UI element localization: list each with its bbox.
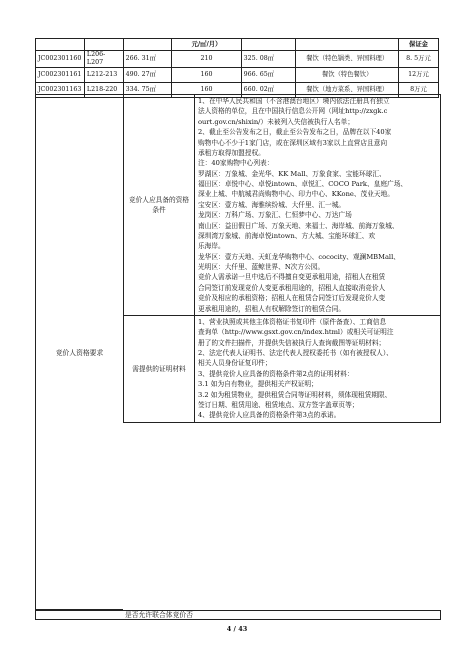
unit-code: JC002301161 [36,67,85,82]
qualification-row [124,95,441,316]
table-row [36,67,439,82]
text-line: 注：40家购物中心列表： [198,159,274,168]
text-line: 2、截止至公告发布之日，截止至公告发布之日，品牌在以下40家 [198,128,392,137]
text-line: 签订日期、租赁用途、租赁地点、双方签字盖章页等； [198,400,359,409]
unit-price: 160 [172,67,241,82]
unit-use: 餐饮（地方菜系、异国料理） [296,82,399,97]
text-line: 更承租用途的，招租人有权解除签订的租赁合同。 [198,304,346,313]
unit-number: L206-L207 [84,51,123,68]
unit-price: 160 [172,82,241,97]
unit-total: 325. 08㎡ [241,51,296,68]
unit-code: JC002301163 [36,82,85,97]
section-label: 竞价人资格要求 [55,349,104,357]
unit-price-header: 元/㎡/月） [172,39,241,51]
unit-total: 966. 65㎡ [241,67,296,82]
text-line: 竞价及相应的承租资格；招租人在租赁合同签订后发现竞价人变 [198,294,386,303]
text-line: 南山区：益田假日广场、万象天地、来福士、海岸城、前海万象城、 [198,221,399,230]
documents-row [124,315,441,422]
text-line: 宝安区：壹方城、海雅缤纷城、大仟里、汇一城。 [198,200,346,209]
unit-deposit: 12万元 [398,67,438,82]
unit-area: 490. 27㎡ [123,67,172,82]
text-line: 3.2 如为租赁物业，提供租赁合同等证明材料，须体现租赁期限、 [198,390,392,399]
requirements-table [123,94,441,423]
text-line: 4、提供竞价人应具备的资格条件第3点的承诺。 [198,411,341,420]
unit-deposit: 8. 5万元 [398,51,438,68]
unit-number: L218-220 [84,82,123,97]
text-line: 购物中心不少于1家门店，或在深圳区域有3家以上直营店且意向 [198,138,388,147]
unit-use: 餐饮（特色锅类、异国料理） [296,51,399,68]
unit-deposit: 8万元 [398,82,438,97]
unit-total: 660. 02㎡ [241,82,296,97]
page-number: 4 / 43 [226,625,248,633]
consortium-row [35,610,441,620]
unit-use: 餐饮（特色餐饮） [296,67,399,82]
table-header-row [36,39,439,51]
text-line: ourt.gov.cn/shixin/）未被列入失信被执行人名单； [198,117,355,126]
text-line: 深业上城、中航城君尚购物中心、印力中心、KKone、茂业天地。 [198,190,394,199]
text-line: 查询单（http://www.gsxt.gov.cn/index.html）或相关可证明注 [198,328,394,337]
text-line: 法人资格的单位，且在中国执行信息公开网（网址http://zxgk.c [198,107,388,116]
text-line: 龙华区：壹方天地、天虹龙华购物中心、cococity、观澜MBMall、 [198,252,400,261]
text-line: 2、法定代表人证明书、法定代表人授权委托书（如有被授权人）、 [198,349,393,357]
text-line: 相关人员身份证复印件； [198,359,272,368]
qualification-content [195,95,441,316]
unit-area: 266. 31㎡ [123,51,172,68]
text-line: 3.1 如为自有物业，提供相关产权证明； [198,380,318,389]
text-line: 册了的文件扫描件，并提供失信被执行人查询截图等证明材料； [198,338,386,347]
text-line: 龙岗区：万科广场、万象汇、仁恒梦中心、万达广场 [198,211,352,220]
documents-content [195,315,441,422]
section-label-cell [35,94,123,610]
text-line: 光明区：大仟里、蓝鲸世界、N次方公园。 [198,263,325,271]
text-line: 竞价人需承诺一旦中选后不得擅自变更承租用途，招租人在租赁 [198,273,386,282]
qualification-label: 竞价人应具备的资格条件 [124,95,195,316]
consortium-text: 是否允许联合体竞价否 [125,611,193,619]
text-line: 承租方取得加盟授权。 [198,148,265,157]
text-line: 3、提供竞价人应具备的资格条件第2点的证明材料： [198,369,354,378]
text-line: 1、在中华人民共和国（不含港澳台地区）境内依法注册具有独立 [198,97,390,105]
text-line: 深圳湾万象城、前海卓悦intown、方大城、宝能环球汇、欢 [198,231,376,240]
rental-units-table [35,38,439,98]
unit-code: JC002301160 [36,51,85,68]
text-line: 1、营业执照或其他主体资格证书复印件（原件备查）、工商信息 [198,317,387,326]
text-line: 乐海岸。 [198,242,225,251]
unit-price: 210 [172,51,241,68]
text-line: 罗湖区：万象城、金光华、KK Mall、万象食家、宝能环球汇、 [198,169,386,178]
text-line: 合同签订前发现竞价人变更承租用途的，招租人直接取消竞价人 [198,283,386,292]
unit-area: 334. 75㎡ [123,82,172,97]
deposit-header: 保证金 [398,39,438,51]
table-row [36,51,439,68]
unit-number: L212-213 [84,67,123,82]
text-line: 福田区：卓悦中心、卓悦intown、卓悦汇、COCO Park、皇庭广场、 [198,180,408,188]
documents-label: 需提供的证明材料 [124,315,195,422]
